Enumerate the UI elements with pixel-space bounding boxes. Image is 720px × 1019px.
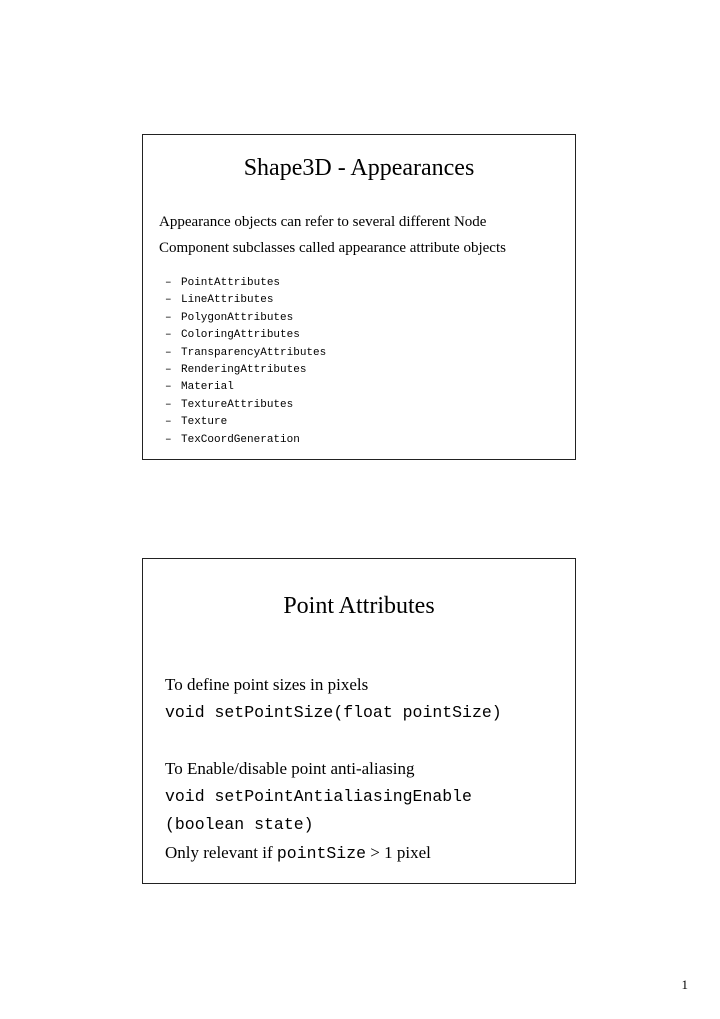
bullet-dash: – bbox=[165, 381, 172, 394]
list-item-label: Material bbox=[181, 381, 234, 394]
intro-line: Component subclasses called appearance attribute objects bbox=[159, 240, 506, 256]
bullet-dash: – bbox=[165, 294, 172, 307]
bullet-dash: – bbox=[165, 416, 172, 429]
note-code: pointSize bbox=[276, 844, 367, 863]
slide-point-attributes bbox=[142, 558, 576, 884]
page-number: 1 bbox=[681, 977, 688, 992]
code-line: (boolean state) bbox=[165, 815, 314, 834]
bullet-dash: – bbox=[165, 433, 172, 446]
intro-text bbox=[159, 209, 569, 261]
list-item bbox=[165, 310, 326, 327]
list-item bbox=[165, 345, 326, 362]
attribute-list bbox=[165, 275, 326, 449]
list-item bbox=[165, 362, 326, 379]
list-item bbox=[165, 292, 326, 309]
slide-title: Shape3D - Appearances bbox=[243, 155, 475, 181]
bullet-dash: – bbox=[165, 364, 172, 377]
body-text: To Enable/disable point anti-aliasing bbox=[165, 759, 415, 778]
list-item-label: TransparencyAttributes bbox=[181, 346, 327, 359]
list-item-label: ColoringAttributes bbox=[181, 329, 300, 342]
slide-title: Point Attributes bbox=[283, 593, 435, 619]
note-prefix: Only relevant if bbox=[165, 843, 277, 862]
list-item-label: RenderingAttributes bbox=[181, 364, 307, 377]
list-item-label: Texture bbox=[181, 416, 228, 429]
list-item bbox=[165, 327, 326, 344]
bullet-dash: – bbox=[165, 346, 172, 359]
list-item bbox=[165, 414, 326, 431]
code-line: void setPointSize(float pointSize) bbox=[165, 703, 502, 722]
list-item bbox=[165, 379, 326, 396]
slide-body bbox=[165, 671, 575, 867]
list-item-label: TextureAttributes bbox=[181, 398, 294, 411]
list-item-label: TexCoordGeneration bbox=[181, 433, 300, 446]
list-item-label: PolygonAttributes bbox=[181, 311, 294, 324]
note-suffix: > 1 pixel bbox=[366, 843, 431, 862]
bullet-dash: – bbox=[165, 277, 172, 289]
list-item bbox=[165, 397, 326, 414]
bullet-dash: – bbox=[165, 398, 172, 411]
intro-line: Appearance objects can refer to several different Node bbox=[159, 214, 487, 230]
slide-shape3d-appearances bbox=[142, 134, 576, 460]
list-item bbox=[165, 432, 326, 449]
list-item bbox=[165, 275, 326, 292]
body-text: To define point sizes in pixels bbox=[165, 675, 369, 694]
note-text bbox=[165, 839, 575, 867]
bullet-dash: – bbox=[165, 329, 172, 342]
code-line: void setPointAntialiasingEnable bbox=[165, 787, 472, 806]
list-item-label: PointAttributes bbox=[181, 277, 281, 289]
bullet-dash: – bbox=[165, 311, 172, 324]
list-item-label: LineAttributes bbox=[181, 294, 274, 307]
